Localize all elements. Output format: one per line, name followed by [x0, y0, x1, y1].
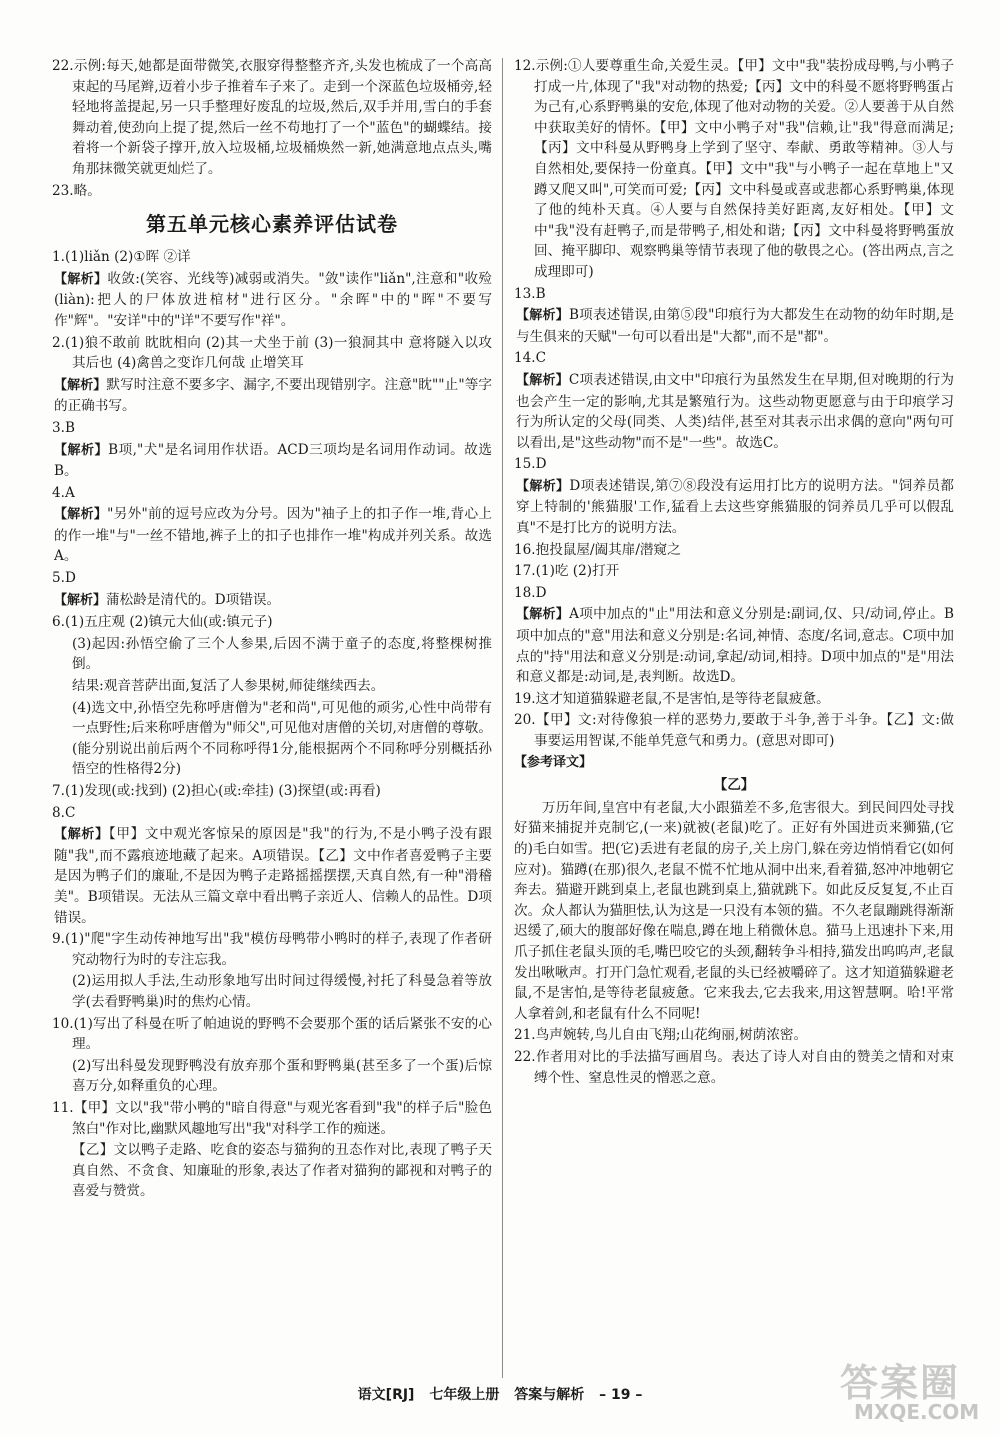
answer-4: 4.A	[52, 484, 75, 501]
answer-10-2: (2)写出科曼发现野鸭没有放弃那个蛋和野鸭巢(甚至多了一个蛋)后惊喜万分,如释重负的心理。	[72, 1057, 492, 1095]
answer-6-4: (4)选文中,孙悟空先称呼唐僧为"老和尚",可见他的顽劣,心性中尚带有一点野性;后来称呼唐僧为"师父",可见他对唐僧的关切,对唐僧的尊敬。(能分别说出前后两个不同称呼得1分,能根据两个不同称呼分别概括孙悟空的性格得2分)	[72, 699, 492, 778]
analysis-text: 蒲松龄是清代的。D项错误。	[106, 591, 281, 608]
translation-yi-heading: 【乙】	[713, 777, 755, 794]
answer-23: 23.略。	[52, 182, 101, 199]
answer-10-1: 10.(1)写出了科曼在听了帕迪说的野鸭不会要那个蛋的话后紧张不安的心理。	[52, 1015, 492, 1053]
answer-21: 21.鸟声婉转,鸟儿自由飞翔;山花绚丽,树荫浓密。	[514, 1027, 808, 1044]
answer-22-right: 22.作者用对比的手法描写画眉鸟。表达了诗人对自由的赞美之情和对束缚个性、窒息性灵的憎恶之意。	[514, 1048, 954, 1086]
footer-subject: 语文[RJ]	[357, 1387, 415, 1403]
watermark-main: 答案圈	[840, 1361, 961, 1405]
analysis-tag: 【解析】	[54, 827, 109, 843]
answer-6-3: (3)起因:孙悟空偷了三个人参果,后因不满于童子的态度,将整棵树推倒。	[72, 635, 492, 673]
answer-9-2: (2)运用拟人手法,生动形象地写出时间过得缓慢,衬托了科曼急着等放学(去看野鸭巢)时的焦灼心情。	[72, 973, 492, 1010]
analysis-text: B项,"犬"是名词用作状语。ACD三项均是名词用作动词。故选B。	[54, 441, 492, 480]
footer-grade: 七年级上册	[429, 1387, 500, 1403]
analysis-text: C项表述错误,由文中"印痕行为虽然发生在早期,但对晚期的行为也会产生一定的影响,尤其是繁殖行为。这些动物更愿意与由于印痕学习行为所认定的父母(同类、人类)结伴,甚至对其表示出求偶的意向"两句可以看出,是"这些动物"而不是"一些"。故选C。	[516, 371, 954, 451]
answer-3: 3.B	[52, 419, 75, 436]
watermark-logo	[832, 1350, 982, 1430]
answer-12: 12.示例:①人要尊重生命,关爱生灵。【甲】文中"我"装扮成母鸭,与小鸭子打成一片,体现了"我"对动物的热爱;【丙】文中的科曼不愿将野鸭蛋占为己有,心系野鸭巢的安危,体现了他对动物的关爱。②人要善于从自然中获取美好的情怀。【甲】文中小鸭子对"我"信赖,让"我"得意而满足;【丙】文中科曼从野鸭身上学到了坚守、奉献、勇敢等精神。③人与自然相处,要保持一份童真。【甲】文中"我"与小鸭子一起在草地上"又蹲又爬又叫",可笑而可爱;【丙】文中科曼或喜或悲都心系野鸭巢,体现了他的纯朴天真。④人要与自然保持美好距离,友好相处。【甲】文中"我"没有赶鸭子,而是带鸭子,相处和谐;【丙】文中科曼将野鸭蛋放回、掩平脚印、观察鸭巢等情节表现了他的敬畏之心。(答出两点,言之成理即可)	[514, 58, 954, 280]
analysis-tag: 【解析】	[54, 507, 108, 523]
answer-6-3-result: 结果:观音菩萨出面,复活了人参果树,师徒继续西去。	[72, 678, 385, 695]
answer-14: 14.C	[514, 350, 547, 367]
answer-5: 5.D	[52, 570, 76, 587]
footer-book: 答案与解析	[514, 1387, 585, 1403]
analysis-4	[52, 504, 492, 567]
answer-18: 18.D	[514, 584, 547, 601]
analysis-text: A项中加点的"止"用法和意义分别是:副词,仅、只/动词,停止。B项中加点的"意"用法和意义分别是:名词,神情、态度/名词,意志。C项中加点的"持"用法和意义分别是:动词,拿起/动词,相持。D项中加点的"是"用法和意义都是:动词,是,表判断。故选D。	[516, 606, 954, 686]
answer-19: 19.这才知道猫躲避老鼠,不是害怕,是等待老鼠疲惫。	[514, 690, 830, 707]
answer-8: 8.C	[52, 804, 76, 821]
column-divider	[502, 58, 503, 1378]
analysis-tag: 【解析】	[54, 442, 109, 458]
analysis-text: B项表述错误,由第⑤段"印痕行为大都发生在动物的幼年时期,是与生俱来的天赋"一句可以看出是"大都",而不是"都"。	[516, 307, 954, 345]
analysis-13	[514, 305, 954, 347]
reference-translation-heading: 【参考译文】	[514, 754, 593, 770]
analysis-text: 【甲】文中观光客惊呆的原因是"我"的行为,不是小鸭子没有跟随"我",而不露痕迹地藏了起来。A项错误。【乙】文中作者喜爱鸭子主要是因为鸭子们的廉耻,不是因为鸭子走路摇摇摆摆,天真自然,有一种"滑稽美"。B项错误。无法从三篇文章中看出鸭子亲近人、信赖人的品性。D项错误。	[54, 826, 492, 926]
analysis-text: 默写时注意不要多字、漏字,不要出现错别字。注意"眈""止"等字的正确书写。	[54, 376, 492, 415]
left-column	[52, 56, 492, 1203]
translation-text: 万历年间,皇宫中有老鼠,大小跟猫差不多,危害很大。到民间四处寻找好猫来捕捉并克制它,(一来)就被(老鼠)吃了。正好有外国进贡来狮猫,(它的)毛白如雪。把(它)丢进有老鼠的房子,关上房门,躲在旁边悄悄看它(如何应对)。猫蹲(在那)很久,老鼠不慌不忙地从洞中出来,看着猫,怒冲冲地朝它奔去。猫避开跳到桌上,老鼠也跳到桌上,猫就跳下。如此反反复复,不止百次。众人都认为猫胆怯,认为这是一只没有本领的猫。不久老鼠蹦跳得渐渐迟缓了,硕大的腹部好像在喘息,蹲在地上稍微休息。猫马上迅速扑下来,用爪子抓住老鼠头顶的毛,嘴巴咬它的头颈,翻转争斗相持,猫发出呜呜声,老鼠发出啾啾声。打开门急忙观看,老鼠的头已经被嚼碎了。这才知道猫躲避老鼠,不是害怕,是等待老鼠疲惫。它来我去,它去我来,用这智慧啊。哈!平常人拿着剑,和老鼠有什么不同呢!	[514, 799, 954, 1022]
section-title: 第五单元核心素养评估试卷	[146, 212, 398, 237]
answer-15: 15.D	[514, 456, 547, 473]
answer-2: 2.(1)狼不敢前 眈眈相向 (2)其一犬坐于前 (3)一狼洞其中 意将隧入以攻其后也 (4)禽兽之变诈几何哉 止增笑耳	[52, 334, 492, 372]
right-column	[514, 56, 954, 1089]
analysis-text: 收敛:(笑容、光线等)减弱或消失。"敛"读作"liǎn",注意和"收殓(liàn):把人的尸体放进棺材"进行区分。"余晖"中的"晖"不要写作"辉"。"安详"中的"详"不要写作"祥"。	[54, 270, 492, 329]
answer-11: 11.【甲】文以"我"带小鸭的"暗自得意"与观光客看到"我"的样子后"脸色煞白"作对比,幽默风趣地写出"我"对科学工作的痴迷。	[52, 1099, 492, 1137]
analysis-tag: 【解析】	[516, 308, 569, 324]
answer-6-1: 6.(1)五庄观 (2)镇元大仙(或:镇元子)	[52, 614, 273, 631]
analysis-text: D项表述错误,第⑦⑧段没有运用打比方的说明方法。"饲养员都穿上特制的'熊猫服'工作,猛看上去这些穿熊猫服的饲养员几乎可以假乱真"不是打比方的说明方法。	[516, 477, 954, 537]
answer-7: 7.(1)发现(或:找到) (2)担心(或:牵挂) (3)探望(或:再看)	[52, 783, 381, 799]
answer-20: 20.【甲】文:对待像狼一样的恶势力,要敢于斗争,善于斗争。【乙】文:做事要运用智谋,不能单凭意气和勇力。(意思对即可)	[514, 712, 954, 749]
analysis-tag: 【解析】	[516, 607, 570, 623]
analysis-14	[514, 370, 954, 453]
analysis-5	[52, 590, 492, 612]
answer-11-yi: 【乙】文以鸭子走路、吃食的姿态与猫狗的丑态作对比,表现了鸭子天真自然、不贪食、知廉耻的形象,表达了作者对猫狗的鄙视和对鸭子的喜爱与赞赏。	[72, 1142, 492, 1200]
answer-9-1: 9.(1)"爬"字生动传神地写出"我"模仿母鸭带小鸭时的样子,表现了作者研究动物行为时的专注忘我。	[52, 931, 492, 968]
analysis-tag: 【解析】	[54, 377, 107, 393]
analysis-15	[514, 476, 954, 539]
answer-1: 1.(1)liǎn (2)①晖 ②详	[52, 249, 191, 266]
watermark-sub: MXQE.COM	[854, 1400, 980, 1424]
analysis-tag: 【解析】	[54, 592, 107, 608]
page-number: – 19 –	[599, 1387, 643, 1403]
analysis-3	[52, 440, 492, 482]
analysis-text: "另外"前的逗号应改为分号。因为"袖子上的扣子作一堆,背心上的作一堆"与"一丝不错地,裤子上的扣子也排作一堆"构成并列关系。故选A。	[54, 506, 492, 565]
answer-16: 16.抱投鼠屋/阖其扉/潜窥之	[514, 541, 681, 558]
analysis-tag: 【解析】	[516, 478, 570, 494]
answer-13: 13.B	[514, 285, 546, 302]
analysis-2	[52, 375, 492, 417]
answer-17: 17.(1)吃 (2)打开	[514, 563, 620, 580]
answer-22: 22.示例:每天,她都是面带微笑,衣服穿得整整齐齐,头发也梳成了一个高高束起的马尾辫,迈着小步子推着车子来了。走到一个深蓝色垃圾桶旁,轻轻地将盖提起,另一只手整理好废乱的垃圾,然后,双手并用,雪白的手套舞动着,使劲向上提了提,然后一丝不苟地打了一个"蓝色"的蝴蝶结。接着将一个新袋子撑开,放入垃圾桶,垃圾桶焕然一新,她满意地点点头,嘴角那抹微笑就更灿烂了。	[52, 58, 492, 177]
analysis-1	[52, 269, 492, 332]
analysis-tag: 【解析】	[516, 372, 569, 388]
analysis-18	[514, 604, 954, 687]
analysis-8	[52, 824, 492, 928]
analysis-tag: 【解析】	[54, 271, 108, 287]
